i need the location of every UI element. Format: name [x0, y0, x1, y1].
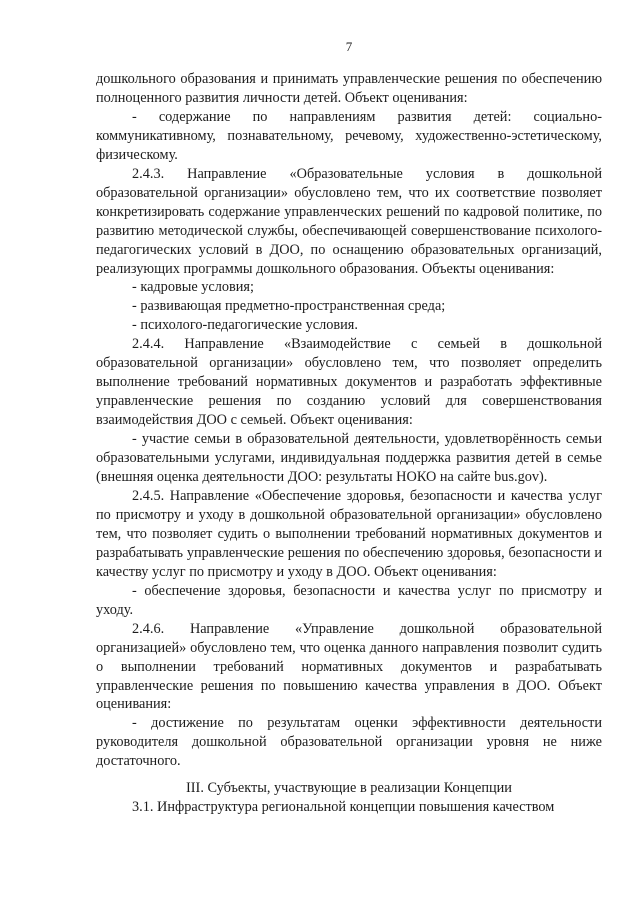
list-item-staff-conditions: - кадровые условия;: [132, 279, 254, 296]
paragraph-intro-continuation: дошкольного образования и принимать управленческие решения по обеспечению полноценного развития личности детей. Объект оценивания:: [96, 71, 602, 106]
paragraph-3-1: 3.1. Инфраструктура региональной концепции повышения качеством: [132, 799, 555, 816]
paragraph-2-4-4: 2.4.4. Направление «Взаимодействие с семьей в дошкольной образовательной организации» обусловлено тем, что позволяет определить выполнение требований нормативных документов и разработать эффективные управленческие решения по созданию условий для совершенствования взаимодействия ДОО с семьей. Объект оценивания:: [96, 336, 602, 429]
list-item-learning-environment: - развивающая предметно-пространственная среда;: [132, 298, 446, 315]
list-item-family-participation: - участие семьи в образовательной деятельности, удовлетворённость семьи образовательными услугами, индивидуальная поддержка развития детей в семье (внешняя оценка деятельности ДОО: результаты НОКО на сайте bus.gov).: [96, 431, 602, 486]
list-item-psych-conditions: - психолого-педагогические условия.: [132, 317, 358, 334]
paragraph-2-4-5: 2.4.5. Направление «Обеспечение здоровья, безопасности и качества услуг по присмотру и уходу в дошкольной образовательной организации» обусловлено тем, что позволяет судить о выполнении требований нормативных документов и разрабатывать управленческие решения по обеспечению здоровья, безопасности и качеству услуг по присмотру и уходу в ДОО. Объект оценивания:: [96, 487, 602, 580]
paragraph-2-4-3: 2.4.3. Направление «Образовательные условия в дошкольной образовательной организации» обусловлено тем, что их соответствие позволяет конкретизировать содержание управленческих решений по кадровой политике, по развитию методической службы, обеспечивающей совершенствование психолого-педагогических условий в ДОО, по оснащению образовательных организаций, реализующих программы дошкольного образования. Объекты оценивания:: [96, 165, 602, 277]
section-heading-iii: III. Субъекты, участвующие в реализации Концепции: [186, 780, 512, 797]
paragraph-2-4-6: 2.4.6. Направление «Управление дошкольной образовательной организацией» обусловлено тем, что оценка данного направления позволит судить о выполнении требований нормативных документов и разрабатывать управленческие решения по повышению качества управления в ДОО. Объект оценивания:: [96, 620, 602, 713]
document-body: [96, 70, 602, 817]
document-page: [96, 0, 602, 905]
list-item-health-safety: - обеспечение здоровья, безопасности и качества услуг по присмотру и уходу.: [96, 582, 602, 618]
list-item-development-areas: - содержание по направлениям развития детей: социально-коммуникативному, познавательному, речевому, художественно-эстетическому, физическому.: [96, 108, 602, 163]
page-number: 7: [345, 39, 353, 54]
list-item-management-level: - достижение по результатам оценки эффективности деятельности руководителя дошкольной образовательной организации уровня не ниже достаточного.: [96, 715, 602, 770]
